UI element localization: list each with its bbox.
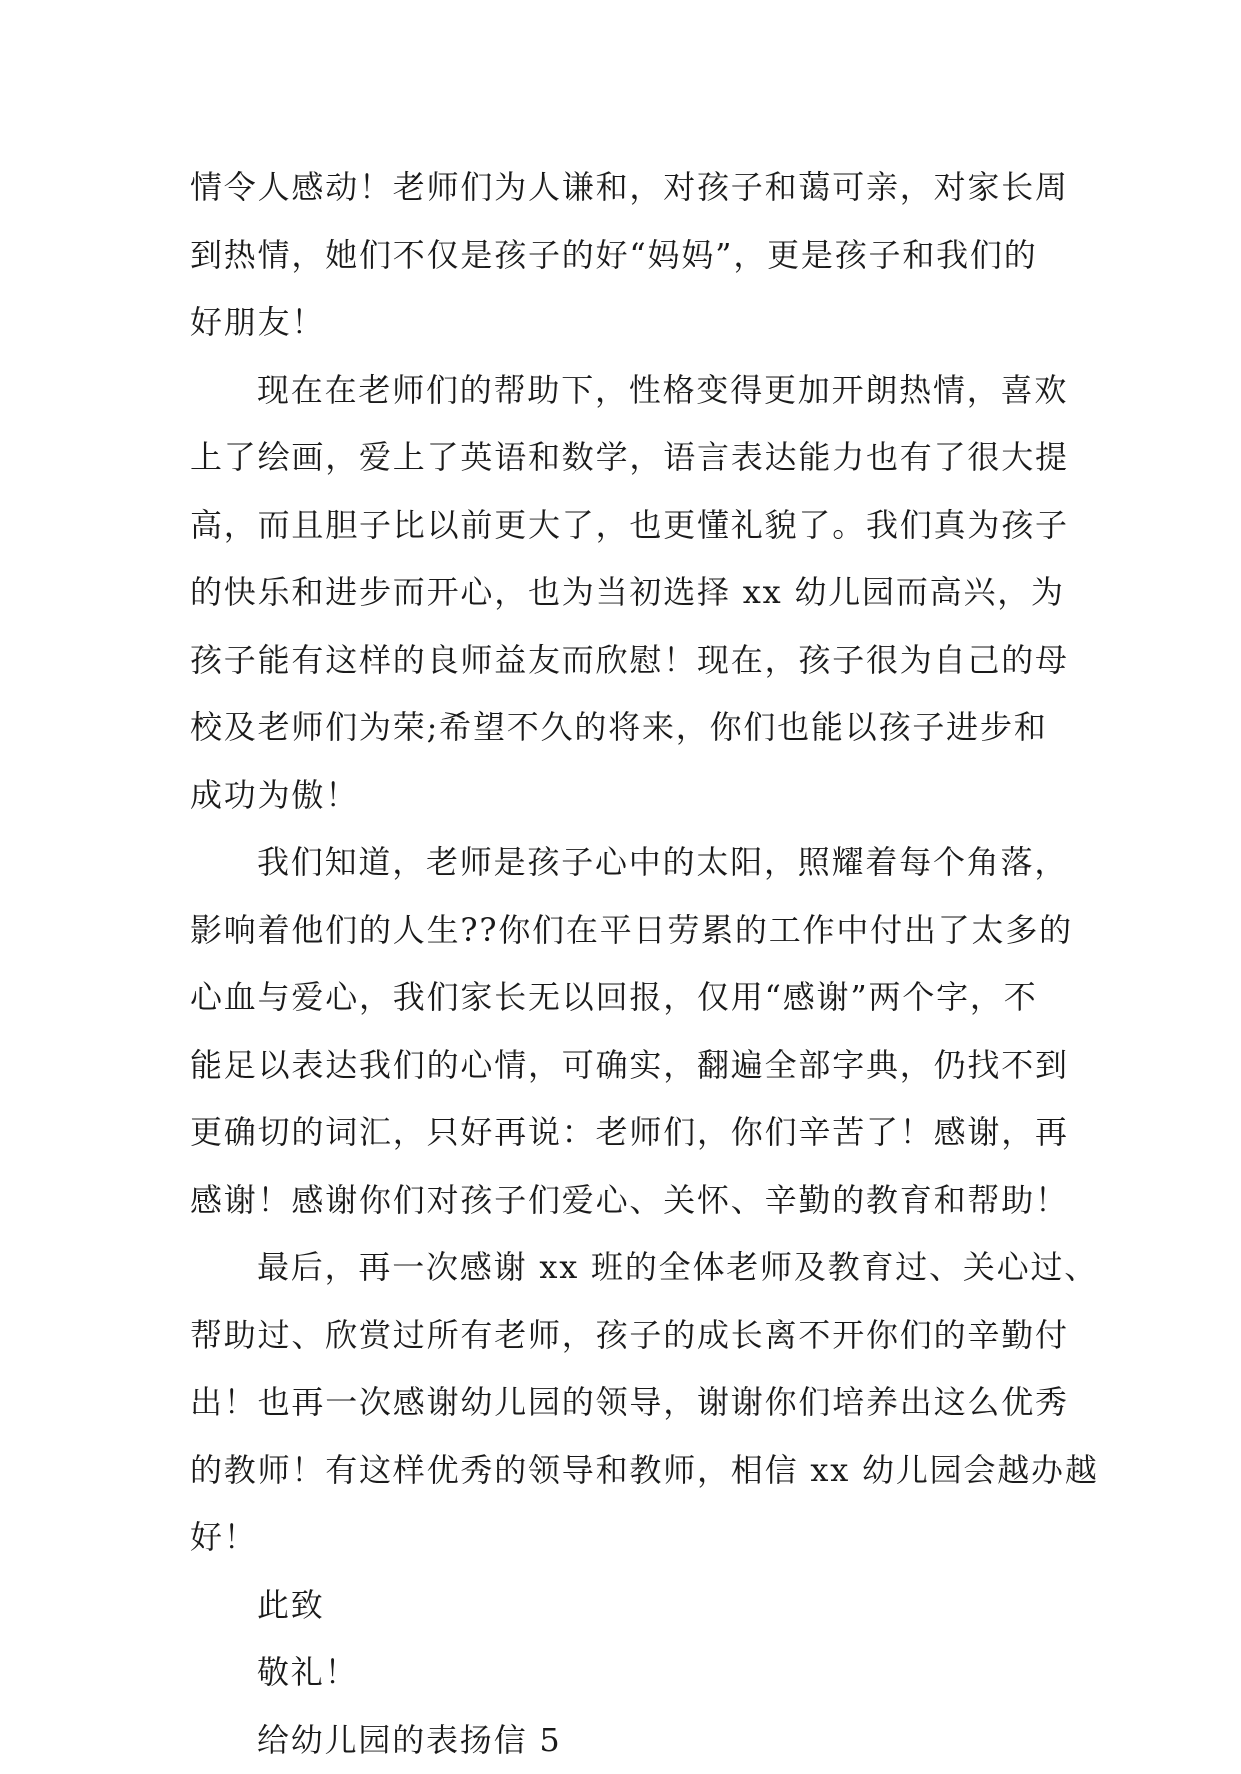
paragraph-start-line: 最后，再一次感谢 xx 班的全体老师及教育过、关心过、 [190,1234,1070,1302]
paragraph-start-line: 现在在老师们的帮助下，性格变得更加开朗热情，喜欢 [190,357,1070,425]
text-line: 校及老师们为荣;希望不久的将来，你们也能以孩子进步和 [190,694,1070,762]
text-line: 感谢！感谢你们对孩子们爱心、关怀、辛勤的教育和帮助！ [190,1167,1070,1235]
text-line: 能足以表达我们的心情，可确实，翻遍全部字典，仍找不到 [190,1032,1070,1100]
text-line: 出！也再一次感谢幼儿园的领导，谢谢你们培养出这么优秀 [190,1369,1070,1437]
text-line: 好！ [190,1504,1070,1572]
text-line: 高，而且胆子比以前更大了，也更懂礼貌了。我们真为孩子 [190,492,1070,560]
text-line: 影响着他们的人生??你们在平日劳累的工作中付出了太多的 [190,897,1070,965]
text-line: 到热情，她们不仅是孩子的好“妈妈”，更是孩子和我们的 [190,222,1070,290]
text-line: 好朋友！ [190,289,1070,357]
text-line: 成功为傲！ [190,762,1070,830]
text-line: 帮助过、欣赏过所有老师，孩子的成长离不开你们的辛勤付 [190,1302,1070,1370]
document-body [190,154,1070,1774]
text-line: 上了绘画，爱上了英语和数学，语言表达能力也有了很大提 [190,424,1070,492]
text-line: 的教师！有这样优秀的领导和教师，相信 xx 幼儿园会越办越 [190,1437,1070,1505]
text-line: 更确切的词汇，只好再说：老师们，你们辛苦了！感谢，再 [190,1099,1070,1167]
text-line: 的快乐和进步而开心，也为当初选择 xx 幼儿园而高兴，为 [190,559,1070,627]
paragraph-start-line: 我们知道，老师是孩子心中的太阳，照耀着每个角落， [190,829,1070,897]
text-line: 心血与爱心，我们家长无以回报，仅用“感谢”两个字，不 [190,964,1070,1032]
closing-regards: 敬礼！ [190,1639,1070,1707]
closing-salutation: 此致 [190,1572,1070,1640]
text-line: 孩子能有这样的良师益友而欣慰！现在，孩子很为自己的母 [190,627,1070,695]
section-heading: 给幼儿园的表扬信 5 [190,1707,1070,1774]
text-line: 情令人感动！老师们为人谦和，对孩子和蔼可亲，对家长周 [190,154,1070,222]
